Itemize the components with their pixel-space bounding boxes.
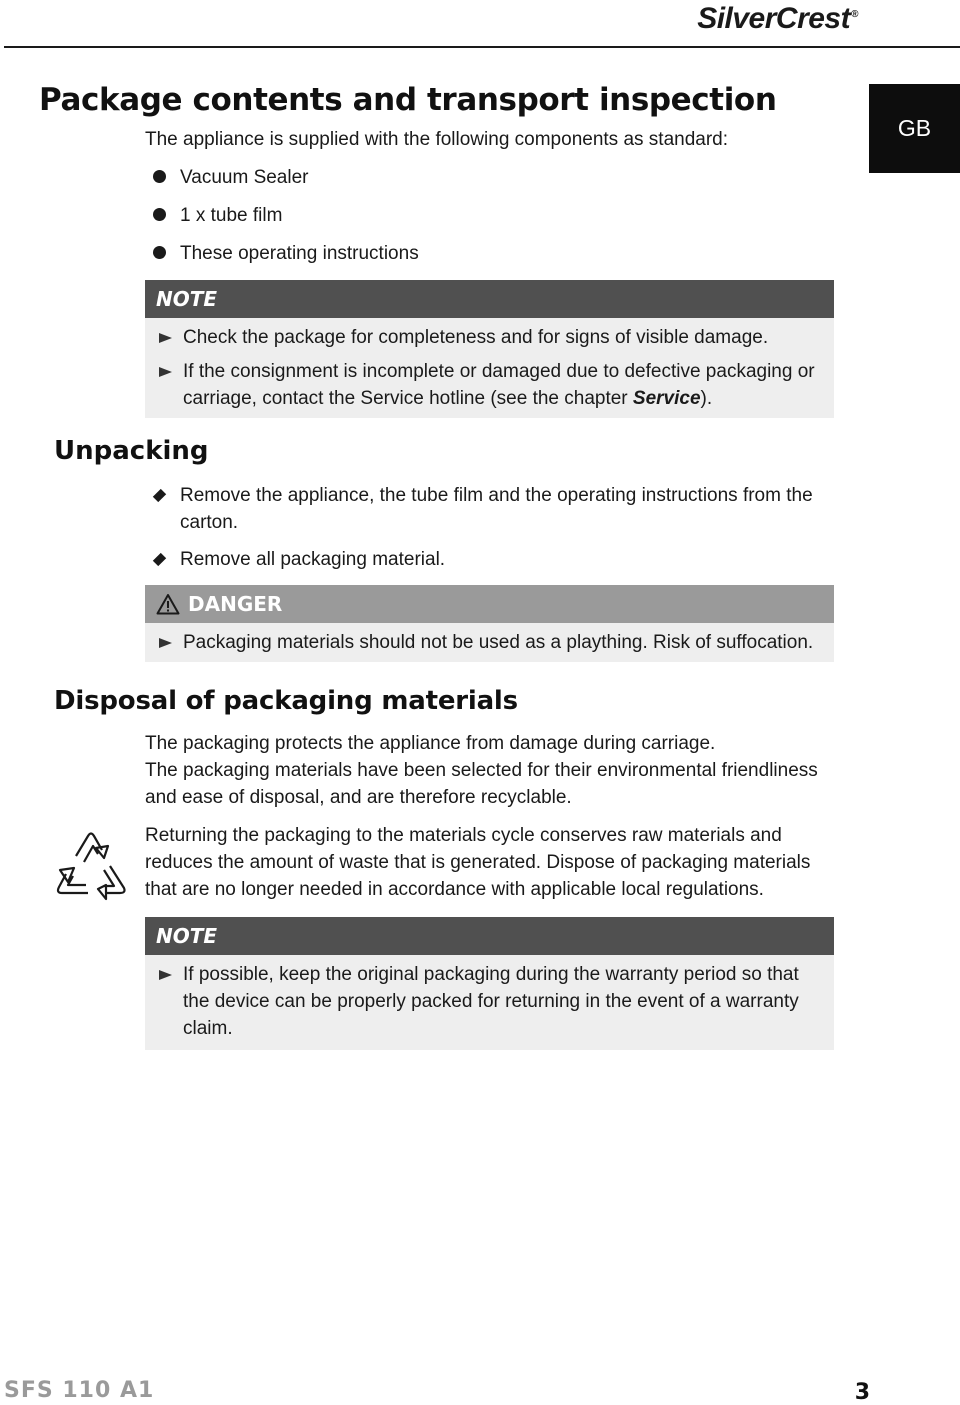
bullet-icon xyxy=(153,246,166,259)
danger-item-text: Packaging materials should not be used as a plaything. Risk of suffocation. xyxy=(183,632,814,653)
recycle-icon xyxy=(46,826,136,910)
note-heading: NOTE xyxy=(145,917,834,955)
note-box xyxy=(145,280,834,418)
section-title-unpacking: Unpacking xyxy=(54,436,209,466)
bullet-icon xyxy=(153,208,166,221)
diamond-bullet-icon xyxy=(153,489,166,502)
disposal-paragraph-1 xyxy=(145,730,835,811)
list-item xyxy=(145,158,419,196)
footer-model-number: SFS 110 A1 xyxy=(4,1378,155,1403)
warning-triangle-icon xyxy=(156,593,180,615)
arrow-bullet-icon xyxy=(159,970,172,980)
brand-logo xyxy=(697,2,858,36)
note-item-text: If possible, keep the original packaging during the warranty period so that the device can be properly packed for returning in the event of a warranty claim. xyxy=(183,964,799,1039)
list-item-text: Remove the appliance, the tube film and the operating instructions from the carton. xyxy=(180,485,813,533)
list-item-text: Remove all packaging material. xyxy=(180,549,446,570)
list-item-text: Vacuum Sealer xyxy=(180,166,309,188)
disposal-paragraph-2: Returning the packaging to the materials cycle conserves raw materials and reduces the amount of waste that is generated. Dispose of packaging materials that are no longer needed in accordance with applicable local regulations. xyxy=(145,825,811,900)
danger-body xyxy=(145,623,834,662)
note-item xyxy=(145,358,816,412)
note-item-text: If the consignment is incomplete or damaged due to defective packaging or carriage, contact the Service hotline (see the chapter xyxy=(183,361,815,409)
disposal-paragraph-line: The packaging protects the appliance from damage during carriage. xyxy=(145,733,716,754)
list-item xyxy=(145,234,419,272)
danger-item xyxy=(145,629,816,656)
arrow-bullet-icon xyxy=(159,367,172,377)
header-divider xyxy=(4,46,960,48)
package-intro: The appliance is supplied with the following components as standard: xyxy=(145,129,729,150)
danger-heading-text: DANGER xyxy=(188,592,283,616)
note-item xyxy=(145,324,816,351)
note-heading: NOTE xyxy=(145,280,834,318)
note-body xyxy=(145,318,834,418)
list-item-text: 1 x tube film xyxy=(180,204,283,226)
note-item-text-end: ). xyxy=(700,388,713,409)
diamond-bullet-icon xyxy=(153,553,166,566)
list-item xyxy=(145,546,825,573)
list-item xyxy=(145,482,825,536)
note-body xyxy=(145,955,834,1050)
language-code: GB xyxy=(897,115,932,141)
note-box xyxy=(145,917,834,1050)
danger-heading xyxy=(145,585,834,623)
language-tab xyxy=(869,84,960,173)
arrow-bullet-icon xyxy=(159,638,172,648)
note-item-text: Check the package for completeness and for signs of visible damage. xyxy=(183,327,769,348)
arrow-bullet-icon xyxy=(159,333,172,343)
list-item xyxy=(145,196,419,234)
footer-page-number: 3 xyxy=(854,1380,870,1405)
unpacking-steps-list xyxy=(145,482,825,583)
list-item-text: These operating instructions xyxy=(180,242,419,264)
disposal-paragraph-line: The packaging materials have been selected for their environmental friendliness and ease of disposal, and are therefore recyclable. xyxy=(145,760,818,808)
section-title-package: Package contents and transport inspection xyxy=(39,82,777,118)
package-contents-list xyxy=(145,158,419,272)
danger-box xyxy=(145,585,834,662)
brand-name: SilverCrest xyxy=(697,2,851,35)
service-chapter-reference: Service xyxy=(632,388,701,409)
bullet-icon xyxy=(153,170,166,183)
section-title-disposal: Disposal of packaging materials xyxy=(54,686,518,716)
trademark-symbol: ® xyxy=(851,9,858,20)
note-item xyxy=(145,961,816,1042)
